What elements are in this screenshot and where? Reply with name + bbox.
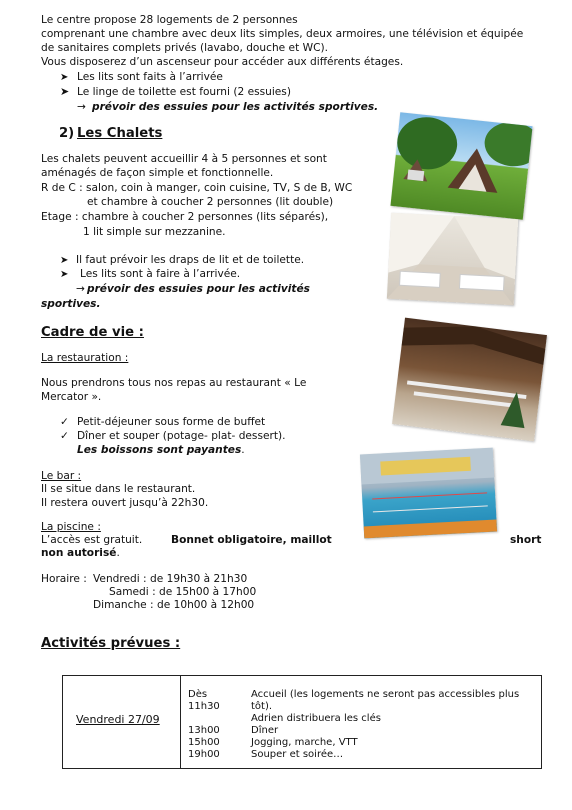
activity-time: 19h00 bbox=[188, 749, 220, 760]
arrowhead-bullet-icon: ➤ bbox=[60, 85, 70, 98]
bar-line-1: Il se situe dans le restaurant. bbox=[41, 483, 196, 495]
piscine-line-a: L’accès est gratuit. bbox=[41, 534, 143, 546]
piscine-line-d-row bbox=[41, 547, 120, 560]
activities-day: Vendredi 27/09 bbox=[76, 713, 160, 726]
chalets-note-line-1: prévoir des essuies pour les activités bbox=[87, 283, 310, 295]
right-arrow-icon: → bbox=[76, 283, 85, 295]
activity-text: Accueil (les logements ne seront pas accessibles plus bbox=[251, 689, 520, 700]
horaire-label: Horaire : bbox=[41, 573, 87, 585]
chalets-line-6: 1 lit simple sur mezzanine. bbox=[83, 226, 226, 238]
intro-line-2: comprenant une chambre avec deux lits simples, deux armoires, une télévision et équipée bbox=[41, 28, 524, 40]
chalets-line-1: Les chalets peuvent accueillir 4 à 5 personnes et sont bbox=[41, 153, 327, 165]
piscine-line-c: short bbox=[510, 534, 542, 546]
chalets-title: Les Chalets bbox=[77, 126, 163, 141]
restaurant-photo bbox=[392, 318, 547, 442]
chalets-exterior-photo bbox=[390, 112, 532, 219]
swimming-pool-photo bbox=[360, 448, 497, 539]
restaurant-graphic bbox=[392, 318, 547, 442]
chalets-note-line-2: sportives. bbox=[41, 298, 101, 310]
pool-graphic bbox=[360, 448, 497, 539]
arrowhead-bullet-icon: ➤ bbox=[60, 255, 69, 266]
horaire-row-2: Samedi : de 15h00 à 17h00 bbox=[109, 586, 257, 598]
chalets-bullet-1: Il faut prévoir les draps de lit et de toilette. bbox=[76, 254, 305, 266]
activity-text: Souper et soirée… bbox=[251, 749, 344, 760]
checkmark-bullet-icon: ✓ bbox=[60, 416, 69, 428]
restauration-check-2: Dîner et souper (potage- plat- dessert). bbox=[77, 430, 286, 442]
horaire-row-3: Dimanche : de 10h00 à 12h00 bbox=[93, 599, 255, 611]
activity-text: Jogging, marche, VTT bbox=[251, 737, 358, 748]
activites-title: Activités prévues : bbox=[41, 636, 181, 651]
activity-text: Dîner bbox=[251, 725, 279, 736]
chalets-line-4: et chambre à coucher 2 personnes (lit double) bbox=[87, 196, 334, 208]
piscine-title: La piscine : bbox=[41, 521, 101, 533]
chalet-building-graphic bbox=[390, 112, 532, 219]
arrowhead-bullet-icon: ➤ bbox=[60, 72, 69, 83]
restauration-line-1: Nous prendrons tous nos repas au restaurant « Le bbox=[41, 377, 307, 389]
bedroom-graphic bbox=[387, 213, 518, 306]
piscine-line-b: Bonnet obligatoire, maillot bbox=[171, 534, 332, 546]
chalets-line-3: R de C : salon, coin à manger, coin cuisine, TV, S de B, WC bbox=[41, 182, 353, 194]
arrowhead-bullet-icon: ➤ bbox=[60, 269, 69, 280]
intro-bullet-2: Le linge de toilette est fourni (2 essuies) bbox=[77, 86, 291, 98]
chalets-bullet-2: Les lits sont à faire à l’arrivée. bbox=[80, 268, 241, 280]
right-arrow-icon: → bbox=[77, 101, 86, 113]
chalets-title-number: 2) bbox=[59, 126, 75, 141]
activity-time: Dès bbox=[188, 689, 208, 700]
activity-text: tôt). bbox=[251, 701, 273, 712]
chalets-line-5: Etage : chambre à coucher 2 personnes (lits séparés), bbox=[41, 211, 329, 223]
chalets-line-2: aménagés de façon simple et fonctionnelle. bbox=[41, 167, 274, 179]
cadre-title: Cadre de vie : bbox=[41, 325, 144, 340]
checkmark-bullet-icon: ✓ bbox=[60, 430, 69, 442]
bar-line-2: Il restera ouvert jusqu’à 22h30. bbox=[41, 497, 209, 509]
restauration-note-end: . bbox=[241, 444, 245, 456]
intro-line-1: Le centre propose 28 logements de 2 personnes bbox=[41, 14, 298, 26]
intro-note: prévoir des essuies pour les activités sportives. bbox=[92, 101, 379, 113]
bar-title: Le bar : bbox=[41, 470, 82, 482]
restauration-note-line bbox=[77, 444, 245, 457]
restauration-title: La restauration : bbox=[41, 352, 129, 364]
restauration-note: Les boissons sont payantes bbox=[77, 444, 242, 456]
intro-bullet-1: Les lits sont faits à l’arrivée bbox=[77, 71, 223, 83]
restauration-line-2: Mercator ». bbox=[41, 391, 102, 403]
activity-text: Adrien distribuera les clés bbox=[251, 713, 381, 724]
activities-table bbox=[62, 675, 542, 769]
intro-line-4: Vous disposerez d’un ascenseur pour accéder aux différents étages. bbox=[41, 56, 404, 68]
piscine-line-d-end: . bbox=[116, 547, 120, 559]
piscine-line-d: non autorisé bbox=[41, 547, 117, 559]
restauration-check-1: Petit-déjeuner sous forme de buffet bbox=[77, 416, 266, 428]
intro-line-3: de sanitaires complets privés (lavabo, douche et WC). bbox=[41, 42, 328, 54]
activity-time: 11h30 bbox=[188, 701, 220, 712]
chalet-bedroom-photo bbox=[387, 213, 518, 306]
horaire-row-1: Vendredi : de 19h30 à 21h30 bbox=[93, 573, 248, 585]
activity-time: 15h00 bbox=[188, 737, 220, 748]
activity-time: 13h00 bbox=[188, 725, 220, 736]
table-divider bbox=[180, 676, 181, 768]
